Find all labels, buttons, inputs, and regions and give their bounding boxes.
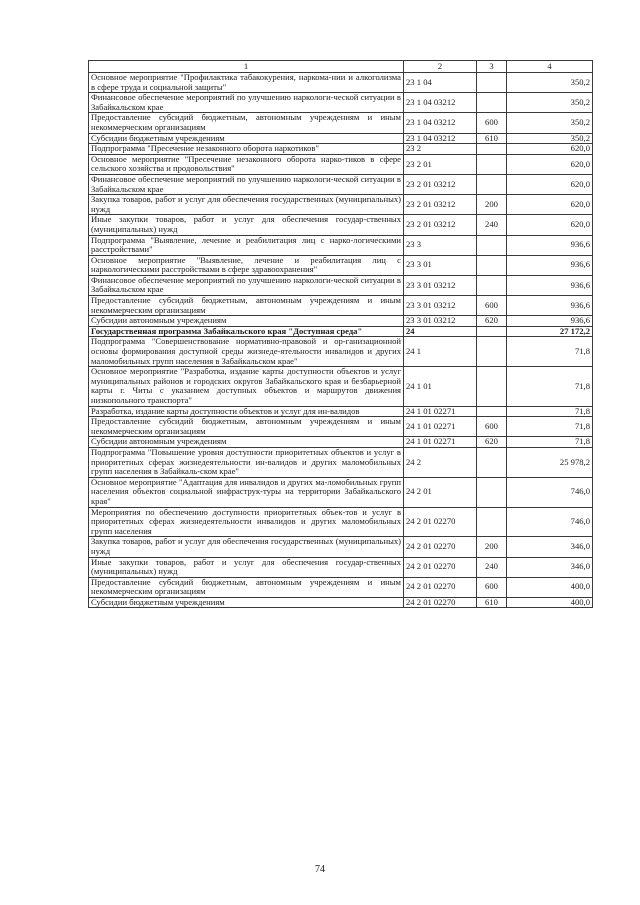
table-row [89,215,593,235]
row-code: 23 2 01 03212 [404,195,477,215]
header-col-sum: 4 [507,61,593,73]
row-name: Мероприятия по обеспечению доступности приоритетных объек-тов и услуг в приоритетных сферах жизнедеятельности инвалидов и других маломобильных групп населения [89,507,404,537]
row-name: Подпрограмма "Совершенствование нормативно-правовой и ор-ганизационной основы формирования доступной среды жизнеде-ятельности инвалидов и других маломобильных групп населения в Забайкальском крае" [89,337,404,367]
row-sum: 346,0 [507,557,593,577]
row-name: Иные закупки товаров, работ и услуг для обеспечения государ-ственных (муниципальных) нужд [89,215,404,235]
row-code: 23 2 [404,144,477,155]
row-code: 24 2 01 02270 [404,557,477,577]
row-name: Подпрограмма "Повышение уровня доступности приоритетных объектов и услуг в приоритетных сферах жизнедеятельности ин-валидов и других маломобильных групп населения в Забайкаль-ском крае" [89,447,404,477]
table-row [89,174,593,194]
row-code: 24 [404,326,477,337]
table-row [89,597,593,608]
row-kvr: 610 [477,597,507,608]
row-sum: 71,8 [507,417,593,437]
row-code: 23 2 01 03212 [404,174,477,194]
table-row [89,144,593,155]
row-code: 23 3 [404,235,477,255]
row-kvr: 600 [477,417,507,437]
row-kvr: 600 [477,296,507,316]
table-row [89,195,593,215]
row-name: Разработка, издание карты доступности объектов и услуг для ин-валидов [89,406,404,417]
row-name: Подпрограмма "Выявление, лечение и реабилитация лиц с нарко-логическими расстройствами" [89,235,404,255]
row-sum: 71,8 [507,437,593,448]
row-sum: 350,2 [507,93,593,113]
row-code: 23 1 04 [404,73,477,93]
row-kvr: 240 [477,557,507,577]
row-kvr [477,174,507,194]
header-col-name: 1 [89,61,404,73]
row-kvr: 200 [477,195,507,215]
row-code: 23 3 01 [404,255,477,275]
table-row [89,417,593,437]
row-code: 24 2 [404,447,477,477]
row-kvr [477,255,507,275]
row-name: Субсидии бюджетным учреждениям [89,133,404,144]
row-kvr: 620 [477,316,507,327]
page-number: 74 [315,864,325,875]
row-kvr [477,235,507,255]
row-name: Финансовое обеспечение мероприятий по улучшению наркологи-ческой ситуации в Забайкальском крае [89,275,404,295]
table-row [89,235,593,255]
row-code: 24 2 01 [404,477,477,507]
row-kvr [477,406,507,417]
table-row [89,406,593,417]
row-sum: 936,6 [507,235,593,255]
row-kvr [477,507,507,537]
row-code: 23 1 04 03212 [404,133,477,144]
row-sum: 71,8 [507,406,593,417]
row-code: 24 1 01 02271 [404,417,477,437]
row-name: Финансовое обеспечение мероприятий по улучшению наркологи-ческой ситуации в Забайкальском крае [89,174,404,194]
row-name: Основное мероприятие "Адаптация для инвалидов и других ма-ломобильных групп населения объектов социальной инфраструк-туры на территории Забайкальского края" [89,477,404,507]
row-sum: 27 172,2 [507,326,593,337]
row-kvr [477,73,507,93]
row-code: 23 3 01 03212 [404,316,477,327]
table-row [89,326,593,337]
row-name: Основное мероприятие "Выявление, лечение и реабилитация лиц с наркологическими расстройствами в сфере здравоохранения" [89,255,404,275]
budget-table [88,60,593,608]
row-name: Субсидии бюджетным учреждениям [89,597,404,608]
row-kvr: 610 [477,133,507,144]
row-kvr [477,154,507,174]
row-code: 24 2 01 02270 [404,537,477,557]
table-row [89,154,593,174]
header-col-kvr: 3 [477,61,507,73]
row-code: 24 1 01 02271 [404,406,477,417]
table-body [89,73,593,608]
row-name: Основное мероприятие "Разработка, издание карты доступности объектов и услуг муниципальных районов и городских округов Забайкальского края и безбарьерной карты г. Читы с указанием доступных объектов и маршрутов движения низкопольного транспорта" [89,367,404,406]
row-sum: 936,6 [507,316,593,327]
row-name: Иные закупки товаров, работ и услуг для обеспечения государ-ственных (муниципальных) нужд [89,557,404,577]
row-sum: 620,0 [507,144,593,155]
row-kvr [477,93,507,113]
row-name: Субсидии автономным учреждениям [89,316,404,327]
row-sum: 936,6 [507,275,593,295]
row-kvr [477,367,507,406]
row-code: 23 1 04 03212 [404,93,477,113]
row-sum: 400,0 [507,577,593,597]
table-row [89,275,593,295]
row-name: Субсидии автономным учреждениям [89,437,404,448]
row-kvr [477,275,507,295]
row-kvr [477,477,507,507]
row-sum: 620,0 [507,215,593,235]
row-sum: 746,0 [507,477,593,507]
row-name: Государственная программа Забайкальского края "Доступная среда" [89,326,404,337]
row-name: Закупка товаров, работ и услуг для обеспечения государственных (муниципальных) нужд [89,195,404,215]
row-kvr: 600 [477,113,507,133]
row-sum: 71,8 [507,367,593,406]
row-name: Предоставление субсидий бюджетным, автономным учреждениям и иным некоммерческим организациям [89,113,404,133]
table-row [89,367,593,406]
row-kvr: 200 [477,537,507,557]
row-kvr: 240 [477,215,507,235]
row-code: 23 2 01 03212 [404,215,477,235]
table-row [89,477,593,507]
row-sum: 350,2 [507,73,593,93]
row-name: Основное мероприятие "Профилактика табакокурения, наркома-нии и алкоголизма в сфере труда и социальной защиты" [89,73,404,93]
row-sum: 936,6 [507,296,593,316]
row-code: 23 3 01 03212 [404,296,477,316]
row-sum: 25 978,2 [507,447,593,477]
row-name: Закупка товаров, работ и услуг для обеспечения государственных (муниципальных) нужд [89,537,404,557]
row-code: 24 2 01 02270 [404,577,477,597]
row-code: 23 3 01 03212 [404,275,477,295]
row-name: Предоставление субсидий бюджетным, автономным учреждениям и иным некоммерческим организациям [89,577,404,597]
row-sum: 746,0 [507,507,593,537]
row-code: 24 2 01 02270 [404,597,477,608]
table-row [89,577,593,597]
row-kvr [477,337,507,367]
table-row [89,93,593,113]
table-row [89,113,593,133]
table-row [89,557,593,577]
table-row [89,437,593,448]
table-row [89,73,593,93]
row-sum: 350,2 [507,133,593,144]
table-row [89,447,593,477]
row-code: 24 1 01 [404,367,477,406]
row-sum: 936,6 [507,255,593,275]
row-kvr: 600 [477,577,507,597]
row-name: Предоставление субсидий бюджетным, автономным учреждениям и иным некоммерческим организациям [89,417,404,437]
table-header [89,61,593,73]
row-sum: 350,2 [507,113,593,133]
row-sum: 620,0 [507,195,593,215]
table-row [89,337,593,367]
table-row [89,296,593,316]
table-row [89,133,593,144]
row-sum: 71,8 [507,337,593,367]
row-name: Основное мероприятие "Пресечение незаконного оборота нарко-тиков в сфере сельского хозяйства и продовольствия" [89,154,404,174]
row-code: 24 2 01 02270 [404,507,477,537]
row-sum: 620,0 [507,154,593,174]
table-row [89,507,593,537]
row-sum: 346,0 [507,537,593,557]
row-code: 24 1 01 02271 [404,437,477,448]
table-row [89,316,593,327]
table-row [89,537,593,557]
row-code: 24 1 [404,337,477,367]
row-name: Подпрограмма "Пресечение незаконного оборота наркотиков" [89,144,404,155]
row-code: 23 1 04 03212 [404,113,477,133]
row-kvr [477,447,507,477]
table-row [89,255,593,275]
row-sum: 620,0 [507,174,593,194]
row-name: Финансовое обеспечение мероприятий по улучшению наркологи-ческой ситуации в Забайкальском крае [89,93,404,113]
row-kvr: 620 [477,437,507,448]
row-sum: 400,0 [507,597,593,608]
row-kvr [477,326,507,337]
row-code: 23 2 01 [404,154,477,174]
header-col-code: 2 [404,61,477,73]
row-kvr [477,144,507,155]
row-name: Предоставление субсидий бюджетным, автономным учреждениям и иным некоммерческим организациям [89,296,404,316]
header-row [89,61,593,73]
